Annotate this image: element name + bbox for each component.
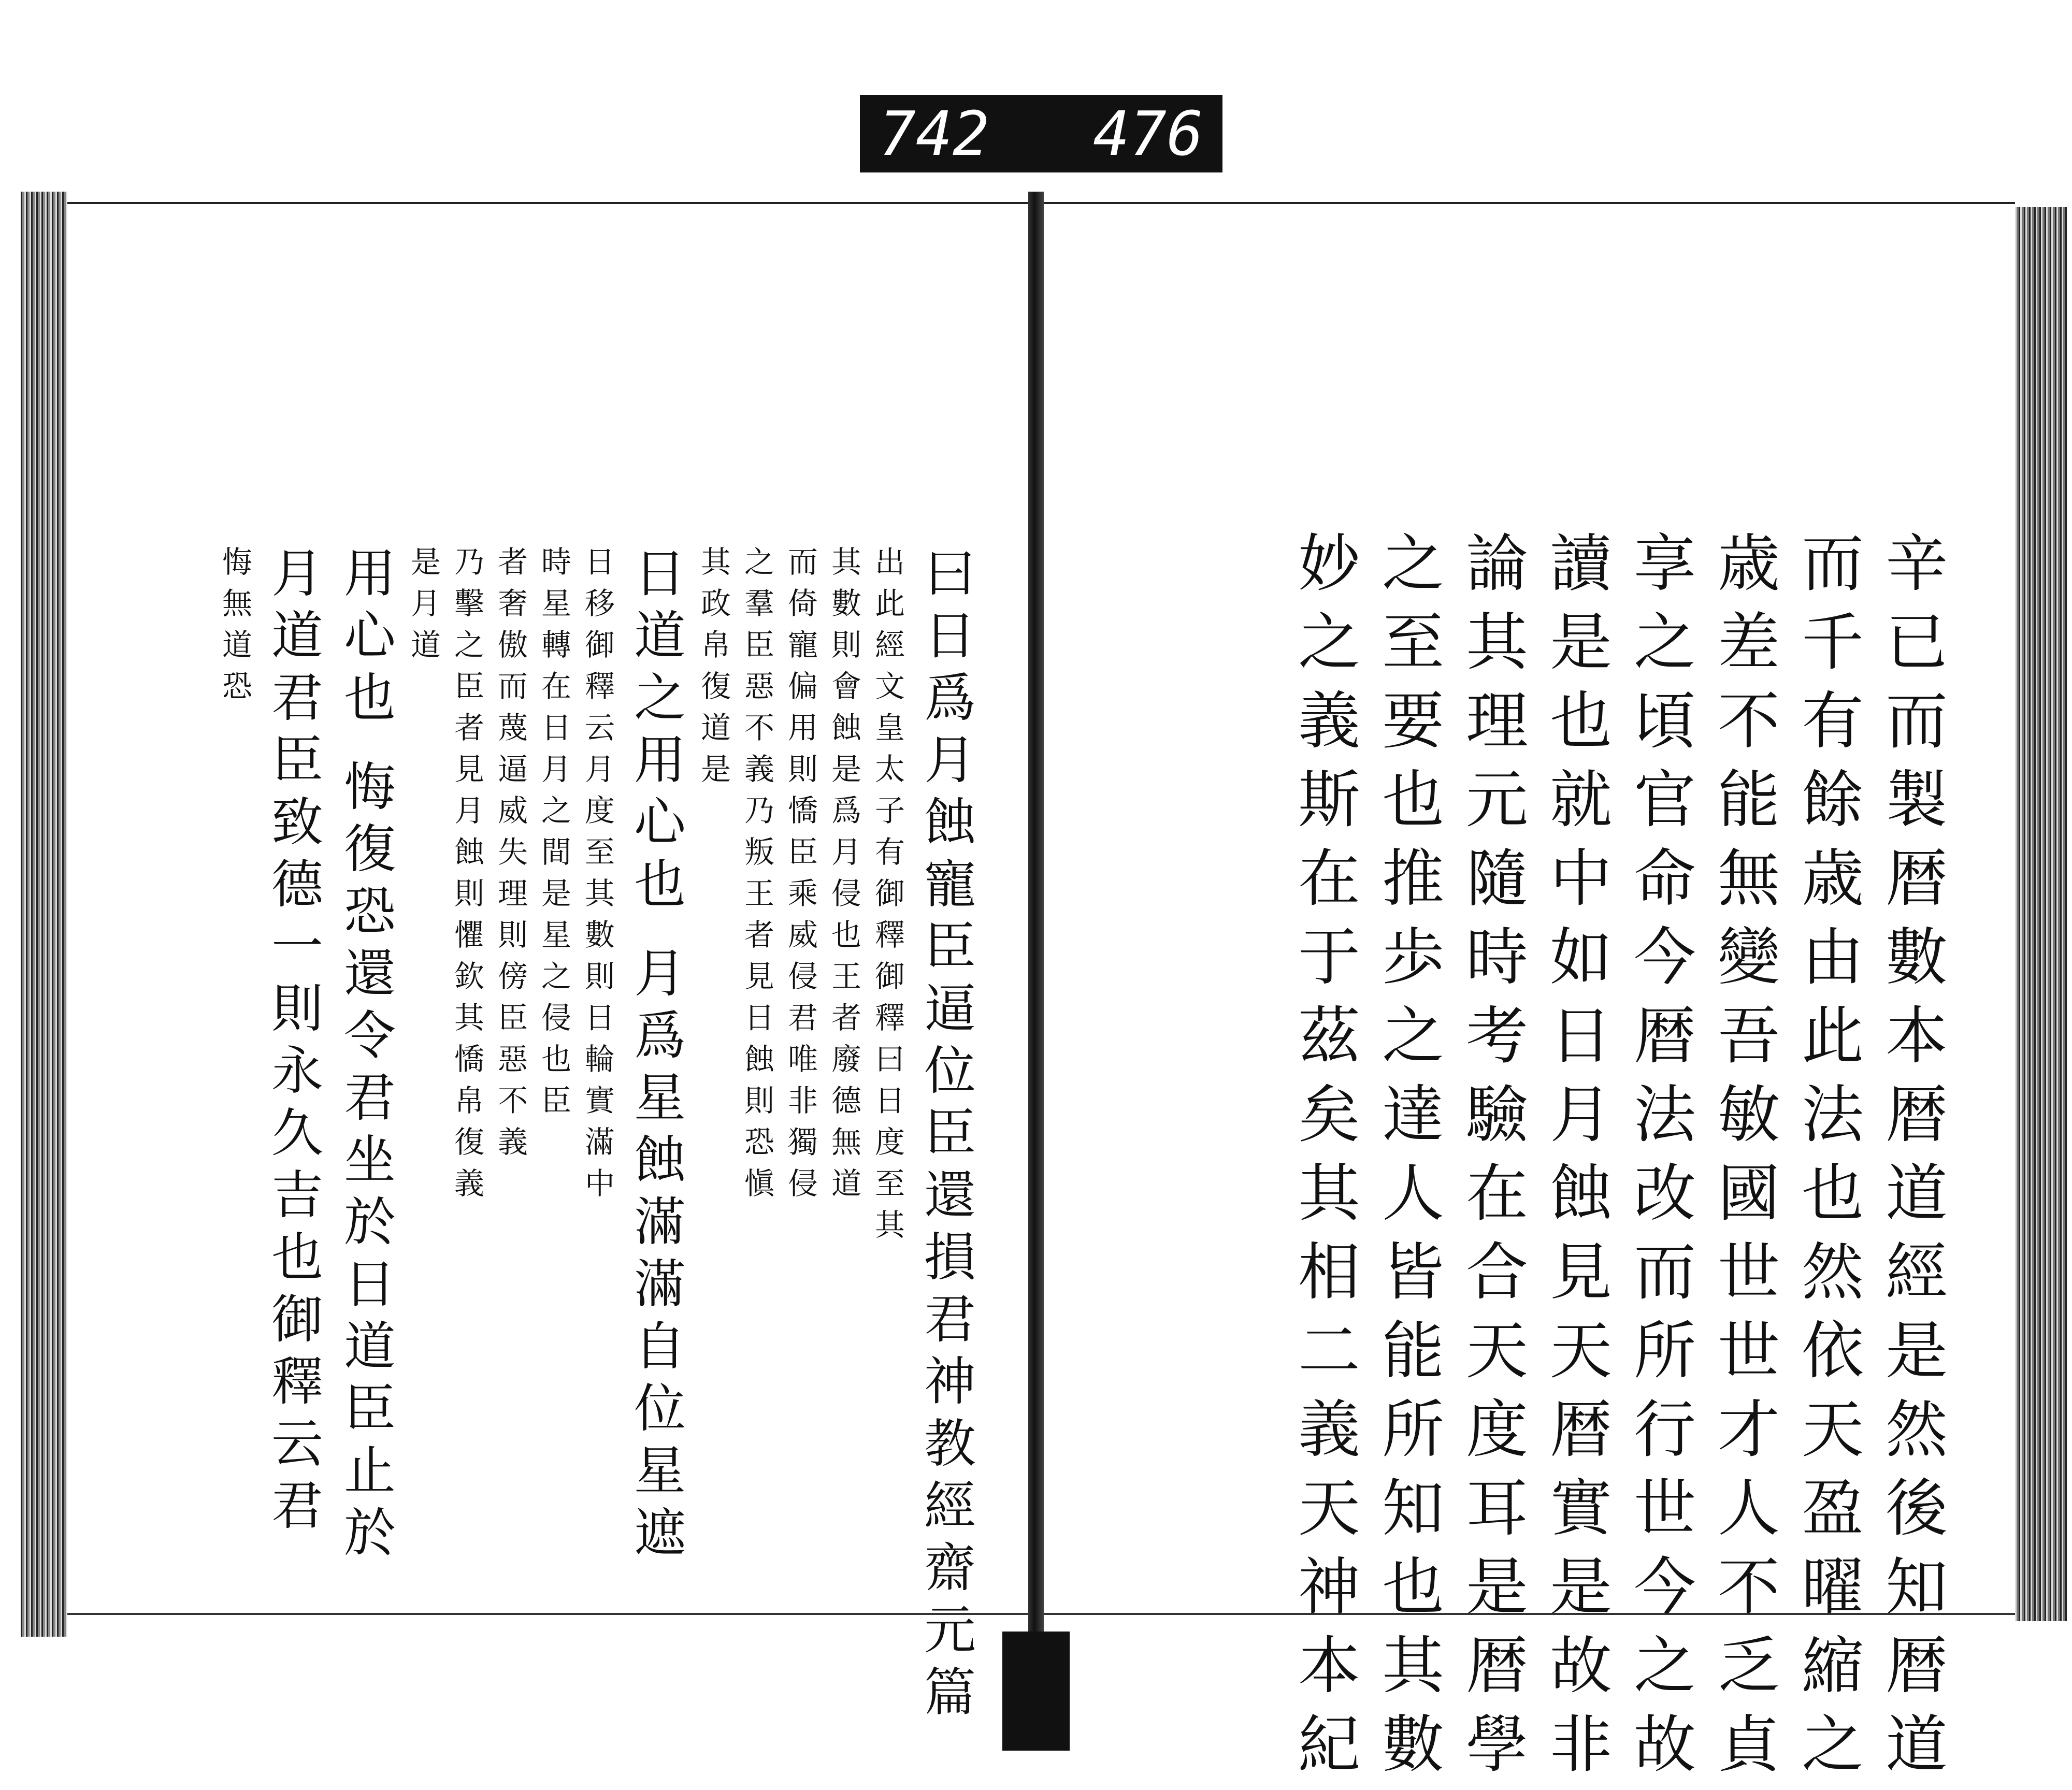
text-column: 而千有餘歳由此法也然依天盈曜縮之 <box>1791 530 1863 1790</box>
right-page-text <box>1282 530 1953 1790</box>
text-column: 讀是也就中如日月蝕見天暦實是故非 <box>1539 530 1611 1790</box>
text-column: 悔無道恐 <box>217 546 252 712</box>
text-column: 時星轉在日月之間是星之侵也臣 <box>536 546 571 1126</box>
text-column: 出此經文皇太子有御釋御釋曰日度至其 <box>870 546 905 1250</box>
binding-block <box>1002 1632 1070 1751</box>
archive-label <box>860 95 1222 172</box>
book-edge-right <box>2015 207 2067 1621</box>
text-column: 辛已而製暦數本暦道經是然後知暦道 <box>1875 530 1947 1790</box>
text-column: 之羣臣惡不義乃叛王者見日蝕則恐愼 <box>739 546 774 1209</box>
right-page <box>1044 202 2015 1790</box>
label-number-left: 742 <box>879 98 989 169</box>
text-column: 日道之用心也 月爲星蝕滿滿自位星遮 <box>625 546 686 1567</box>
text-column: 之至要也推歩之達人皆能所知也其數 <box>1372 530 1444 1790</box>
text-column: 其政帛復道是 <box>696 546 731 795</box>
text-column: 而倚寵偏用則憍臣乘威侵君唯非獨侵 <box>783 546 818 1209</box>
text-column: 其數則會蝕是爲月侵也王者廢德無道 <box>826 546 861 1209</box>
open-book <box>21 192 2067 1790</box>
text-column: 曰日爲月蝕寵臣逼位臣還損君神教經齋元篇 <box>915 546 976 1727</box>
text-column: 日移御釋云月度至其數則日輪實滿中 <box>580 546 615 1209</box>
book-gutter <box>1028 192 1044 1642</box>
text-column: 歳差不能無變吾敏國世世才人不乏貞 <box>1707 530 1779 1790</box>
label-number-right: 476 <box>1093 98 1204 169</box>
text-column: 享之頃官命今暦法改而所行世今之故 <box>1623 530 1695 1790</box>
text-column: 妙之義斯在于茲矣其相二義天神本紀 <box>1288 530 1360 1790</box>
text-column: 論其理元隨時考驗在合天度耳是暦學 <box>1456 530 1528 1790</box>
left-page-text <box>213 546 982 1727</box>
text-column: 月道君臣致德一則永久吉也御釋云君 <box>263 546 323 1540</box>
book-edge-left <box>21 192 67 1637</box>
text-column: 者奢傲而蔑逼威失理則傍臣惡不義 <box>493 546 528 1167</box>
text-column: 乃擊之臣者見月蝕則懼欽其憍帛復義 <box>449 546 484 1209</box>
text-column: 用心也 悔復恐還令君坐於日道臣止於 <box>335 546 396 1567</box>
text-column: 是月道 <box>406 546 441 670</box>
left-page <box>67 202 1028 1727</box>
